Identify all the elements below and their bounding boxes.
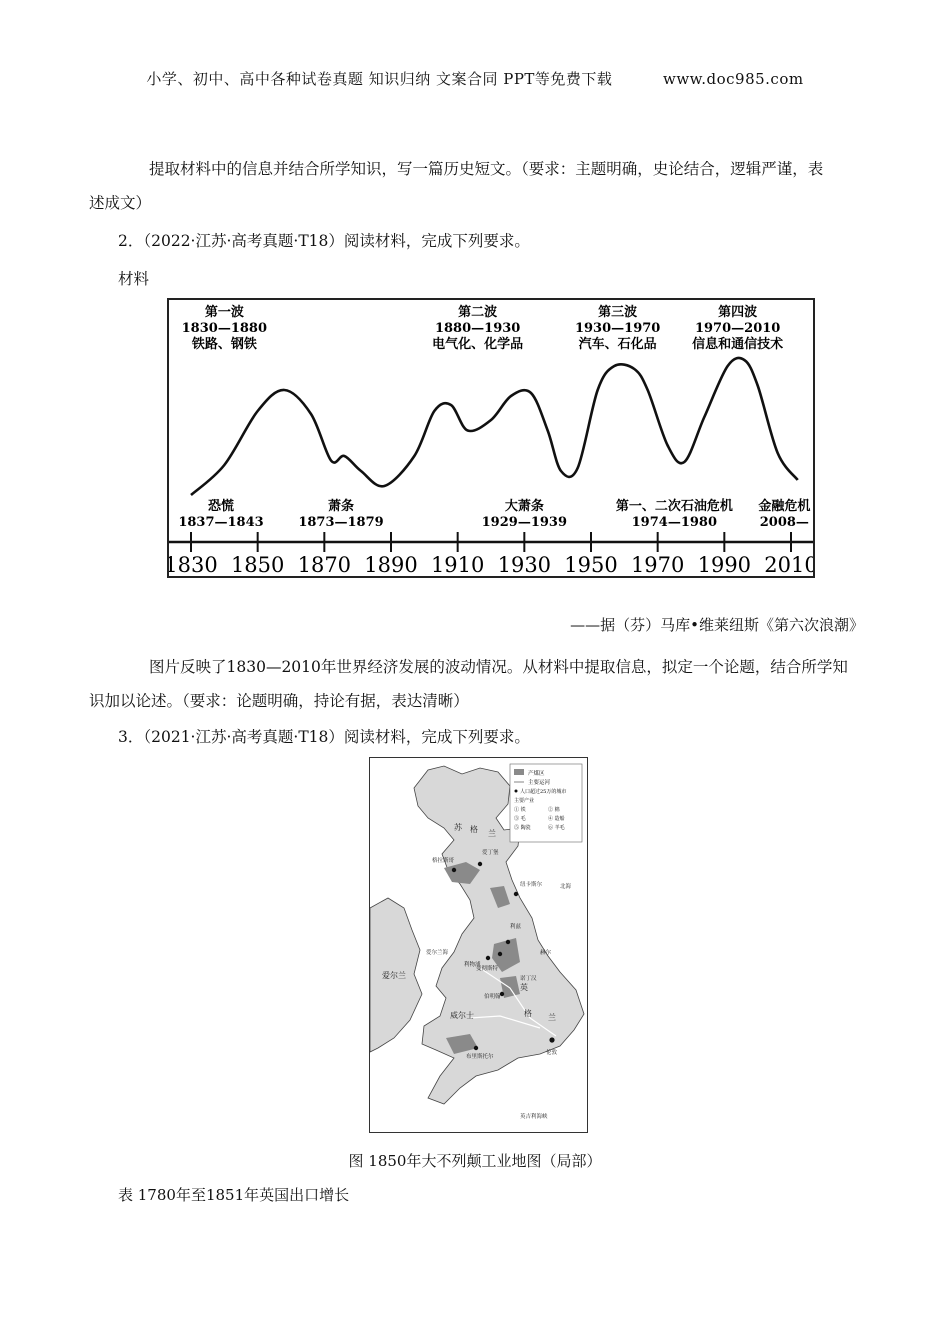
britain-map-svg [370, 758, 586, 1131]
crisis-label: 第一、二次石油危机 [615, 499, 733, 514]
wave-label: 1830—1880 [181, 321, 268, 336]
city-marker-london [549, 1037, 554, 1042]
map-label: 利兹 [510, 924, 522, 930]
q2-prompt-line2: 识加以论述。（要求：论题明确，持论有据，表达清晰） [89, 692, 469, 710]
city-marker-manchester [498, 952, 502, 956]
map-label: 纽卡斯尔 [520, 882, 543, 888]
wave-label: 第二波 [458, 305, 498, 320]
crisis-label: 1873—1879 [298, 515, 384, 530]
crisis-label: 1929—1939 [481, 515, 568, 530]
q2-material-label: 材料 [118, 270, 150, 288]
crisis-label: 金融危机 [758, 499, 811, 514]
page-header [0, 68, 950, 89]
map-legend-item: ③ 毛 [514, 816, 526, 822]
wave-label: 铁路、钢铁 [191, 337, 257, 352]
map-label: 利物浦 [464, 962, 481, 968]
map-label: 英 [520, 983, 528, 992]
wave-label: 电气化、化学品 [432, 337, 524, 352]
x-tick-label: 1890 [364, 553, 418, 576]
crisis-label: 恐慌 [207, 499, 235, 514]
map-legend-item: ④ 造船 [548, 816, 565, 822]
x-tick-label: 1970 [630, 553, 685, 576]
map-label: 格 [470, 825, 478, 834]
map-legend-city-swatch [515, 790, 518, 793]
map-legend-item: ⑤ 陶瓷 [514, 825, 531, 831]
wave-label: 第四波 [718, 305, 758, 320]
map-label: 伯明翰 [484, 994, 501, 1000]
city-marker-glasgow [452, 868, 456, 872]
city-marker-bristol [474, 1046, 478, 1050]
q2-heading: 2．（2022·江苏·高考真题·T18）阅读材料，完成下列要求。 [118, 232, 530, 250]
q1-line2: 述成文） [89, 194, 152, 212]
wave-label: 1880—1930 [434, 321, 521, 336]
map-label: 苏 [454, 823, 462, 832]
header-text: 小学、初中、高中各种试卷真题 知识归纳 文案合同 PPT等免费下载 [146, 70, 613, 88]
x-tick-label: 1910 [430, 553, 485, 576]
q2-prompt-line1: 图片反映了1830—2010年世界经济发展的波动情况。从材料中提取信息，拟定一个论题，结合所学知 [149, 658, 848, 676]
city-marker-newcastle [514, 892, 518, 896]
map-label: 伦敦 [546, 1050, 558, 1056]
wave-label: 信息和通信技术 [692, 337, 784, 352]
map-legend-city: 人口超过25万的城市 [520, 789, 567, 795]
map-label: 爱尔兰海 [426, 950, 449, 956]
q3-heading: 3．（2021·江苏·高考真题·T18）阅读材料，完成下列要求。 [118, 728, 530, 746]
wave-label: 汽车、石化品 [578, 337, 657, 352]
x-tick-label: 1850 [230, 553, 285, 576]
wave-chart-svg [169, 300, 813, 576]
map-legend-coal-swatch [514, 769, 524, 775]
city-marker-liverpool [486, 956, 490, 960]
city-marker-leeds [506, 940, 510, 944]
map-label: 布里斯托尔 [466, 1054, 494, 1060]
city-marker-edinburgh [478, 862, 482, 866]
crisis-label: 大萧条 [504, 499, 544, 514]
map-label: 曼彻斯特 [476, 966, 499, 972]
wave-label: 1970—2010 [694, 321, 781, 336]
x-tick-label: 1830 [169, 553, 218, 576]
wave-curve [191, 358, 798, 495]
wave-chart [167, 298, 815, 578]
map-label: 兰 [548, 1013, 556, 1022]
q2-source: ——据（芬）马库•维莱纽斯《第六次浪潮》 [570, 616, 864, 634]
map-label: 英吉利海峡 [520, 1114, 548, 1120]
crisis-label: 1837—1843 [178, 515, 264, 530]
map-label: 北海 [560, 884, 572, 890]
map-legend-item: ⑥ 羊毛 [548, 825, 565, 831]
x-tick-label: 1950 [564, 553, 618, 576]
map-label: 格拉斯哥 [432, 858, 455, 864]
map-label: 赫尔 [540, 950, 552, 956]
crisis-label: 1974—1980 [631, 515, 718, 530]
x-tick-label: 1990 [697, 553, 752, 576]
wave-label: 1930—1970 [574, 321, 661, 336]
map-label: 爱尔兰 [382, 971, 406, 980]
map-legend-products: 主要产业 [514, 798, 535, 804]
map-label: 诺丁汉 [520, 976, 537, 982]
crisis-label: 萧条 [327, 499, 355, 514]
x-tick-label: 1870 [297, 553, 352, 576]
map-label: 爱丁堡 [482, 850, 499, 856]
table-caption: 表 1780年至1851年英国出口增长 [118, 1186, 350, 1204]
map-label: 兰 [488, 829, 496, 838]
x-tick-label: 2010 [764, 553, 813, 576]
wave-label: 第一波 [204, 305, 244, 320]
map-legend-item: ② 棉 [548, 807, 560, 813]
map-label: 威尔士 [450, 1011, 474, 1020]
map-caption: 图 1850年大不列颠工业地图（局部） [348, 1152, 602, 1170]
wave-label: 第三波 [598, 305, 638, 320]
crisis-label: 2008— [759, 515, 809, 530]
map-label: 格 [524, 1009, 532, 1018]
map-legend-canal: 主要运河 [528, 780, 551, 786]
map-legend-item: ① 铁 [514, 807, 526, 813]
map-legend-coal: 产煤区 [528, 771, 545, 777]
britain-industrial-map [369, 757, 588, 1133]
q1-line1: 提取材料中的信息并结合所学知识，写一篇历史短文。（要求：主题明确，史论结合，逻辑严谨，表 [149, 160, 824, 178]
header-url: www.doc985.com [662, 70, 804, 88]
x-tick-label: 1930 [497, 553, 552, 576]
